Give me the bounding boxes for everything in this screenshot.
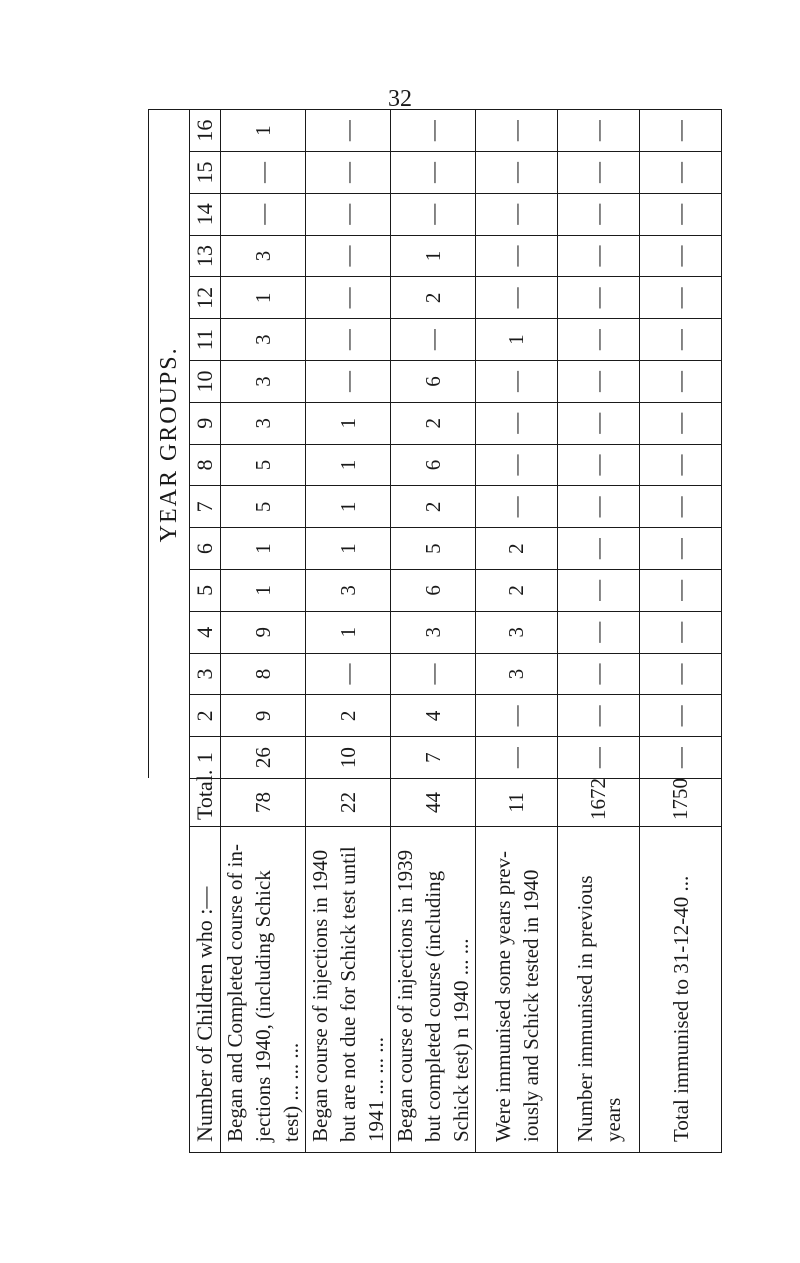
age-cell: —: [558, 402, 640, 444]
age-cell: —: [640, 152, 722, 194]
age-cell: —: [640, 570, 722, 612]
table-row: [558, 110, 640, 1153]
age-cell: —: [391, 110, 476, 152]
table-row: [221, 110, 306, 1153]
age-cell: —: [558, 570, 640, 612]
row-total: 1750: [640, 779, 722, 827]
age-cell: 2: [391, 402, 476, 444]
age-cell: 1: [391, 235, 476, 277]
column-header-row: [190, 110, 221, 1153]
age-cell: 5: [391, 528, 476, 570]
age-cell: 1: [221, 528, 306, 570]
age-cell: 1: [221, 110, 306, 152]
age-cell: —: [476, 444, 558, 486]
age-column-header: 2: [190, 695, 221, 737]
age-cell: —: [640, 653, 722, 695]
age-cell: 1: [476, 319, 558, 361]
age-cell: —: [558, 695, 640, 737]
age-cell: —: [558, 611, 640, 653]
age-column-header: 4: [190, 611, 221, 653]
age-column-header: 9: [190, 402, 221, 444]
row-label: Began course of injections in 1939 but completed course (including Schick test) n 1940 ... ...: [391, 827, 476, 1153]
row-label: Began course of injections in 1940 but are not due for Schick test until 1941 ... ... ...: [306, 827, 391, 1153]
age-cell: —: [476, 737, 558, 779]
age-cell: —: [476, 235, 558, 277]
age-cell: 10: [306, 737, 391, 779]
age-cell: 1: [306, 402, 391, 444]
blank-corner-total: [149, 779, 190, 827]
age-cell: 1: [221, 570, 306, 612]
row-label: Began and Completed course of in-jections 1940, (including Schick test) ... ... ...: [221, 827, 306, 1153]
age-cell: 1: [306, 486, 391, 528]
age-cell: —: [640, 361, 722, 403]
age-cell: 1: [306, 444, 391, 486]
age-cell: 1: [306, 611, 391, 653]
table-row: [476, 110, 558, 1153]
age-cell: —: [476, 486, 558, 528]
age-cell: 2: [476, 528, 558, 570]
age-cell: —: [558, 110, 640, 152]
age-cell: —: [558, 235, 640, 277]
age-cell: —: [558, 444, 640, 486]
blank-corner: [149, 827, 190, 1153]
table-row: [640, 110, 722, 1153]
age-cell: —: [306, 193, 391, 235]
age-cell: —: [306, 235, 391, 277]
age-column-header: 14: [190, 193, 221, 235]
age-cell: —: [558, 277, 640, 319]
age-cell: 1: [306, 528, 391, 570]
age-cell: —: [640, 528, 722, 570]
row-total: 78: [221, 779, 306, 827]
age-cell: 3: [476, 611, 558, 653]
age-cell: —: [306, 361, 391, 403]
age-cell: 2: [391, 486, 476, 528]
age-cell: —: [391, 193, 476, 235]
age-cell: —: [221, 152, 306, 194]
row-total: 11: [476, 779, 558, 827]
age-cell: —: [640, 611, 722, 653]
age-cell: —: [640, 319, 722, 361]
age-column-header: 11: [190, 319, 221, 361]
row-total: 44: [391, 779, 476, 827]
age-cell: —: [558, 653, 640, 695]
row-total: 1672: [558, 779, 640, 827]
age-cell: —: [640, 402, 722, 444]
age-cell: —: [476, 402, 558, 444]
age-column-header: 1: [190, 737, 221, 779]
age-column-header: 7: [190, 486, 221, 528]
year-groups-header: YEAR GROUPS.: [149, 110, 190, 779]
age-column-header: 6: [190, 528, 221, 570]
label-column-header: Number of Children who :—: [190, 827, 221, 1153]
age-cell: —: [391, 653, 476, 695]
age-cell: 3: [221, 402, 306, 444]
age-cell: —: [640, 444, 722, 486]
age-cell: —: [558, 152, 640, 194]
age-cell: —: [558, 361, 640, 403]
age-cell: 3: [391, 611, 476, 653]
age-cell: —: [640, 110, 722, 152]
age-cell: 8: [221, 653, 306, 695]
age-column-header: 16: [190, 110, 221, 152]
age-cell: —: [306, 653, 391, 695]
age-column-header: 15: [190, 152, 221, 194]
age-column-header: 10: [190, 361, 221, 403]
age-cell: —: [558, 528, 640, 570]
age-cell: 2: [306, 695, 391, 737]
age-cell: 2: [391, 277, 476, 319]
table-body: [221, 110, 722, 1153]
age-cell: —: [306, 110, 391, 152]
age-cell: 6: [391, 570, 476, 612]
age-cell: —: [640, 193, 722, 235]
immunisation-table: [148, 109, 722, 1153]
age-cell: —: [558, 193, 640, 235]
age-cell: —: [558, 319, 640, 361]
page-number: 32: [388, 86, 412, 112]
total-column-header: Total.: [190, 779, 221, 827]
age-cell: —: [558, 737, 640, 779]
age-cell: 7: [391, 737, 476, 779]
age-column-header: 8: [190, 444, 221, 486]
row-label: Number immunised in previous years: [558, 827, 640, 1153]
age-cell: —: [476, 193, 558, 235]
age-cell: —: [221, 193, 306, 235]
age-column-header: 3: [190, 653, 221, 695]
age-cell: —: [640, 486, 722, 528]
age-cell: 3: [306, 570, 391, 612]
table-row: [306, 110, 391, 1153]
age-cell: 3: [221, 235, 306, 277]
age-cell: 3: [221, 319, 306, 361]
row-total: 22: [306, 779, 391, 827]
age-cell: —: [640, 695, 722, 737]
age-cell: —: [558, 486, 640, 528]
age-cell: —: [640, 235, 722, 277]
age-cell: —: [476, 695, 558, 737]
age-cell: 26: [221, 737, 306, 779]
immunisation-table-rotated: [148, 110, 693, 1153]
age-cell: 9: [221, 611, 306, 653]
age-cell: —: [306, 277, 391, 319]
age-column-header: 5: [190, 570, 221, 612]
age-column-header: 13: [190, 235, 221, 277]
table-row: [391, 110, 476, 1153]
age-cell: 5: [221, 486, 306, 528]
row-label: Total immunised to 31-12-40 ...: [640, 827, 722, 1153]
age-cell: 9: [221, 695, 306, 737]
age-cell: —: [391, 319, 476, 361]
age-cell: 4: [391, 695, 476, 737]
age-cell: —: [476, 152, 558, 194]
age-cell: —: [640, 737, 722, 779]
age-cell: —: [391, 152, 476, 194]
age-cell: 2: [476, 570, 558, 612]
age-cell: 6: [391, 444, 476, 486]
age-cell: —: [640, 277, 722, 319]
age-column-header: 12: [190, 277, 221, 319]
age-cell: 6: [391, 361, 476, 403]
age-cell: —: [306, 152, 391, 194]
age-cell: 1: [221, 277, 306, 319]
age-cell: —: [476, 110, 558, 152]
age-cell: —: [476, 361, 558, 403]
age-cell: —: [476, 277, 558, 319]
row-label: Were immunised some years prev-iously and Schick tested in 1940: [476, 827, 558, 1153]
age-cell: 3: [476, 653, 558, 695]
age-cell: 5: [221, 444, 306, 486]
age-cell: 3: [221, 361, 306, 403]
age-cell: —: [306, 319, 391, 361]
